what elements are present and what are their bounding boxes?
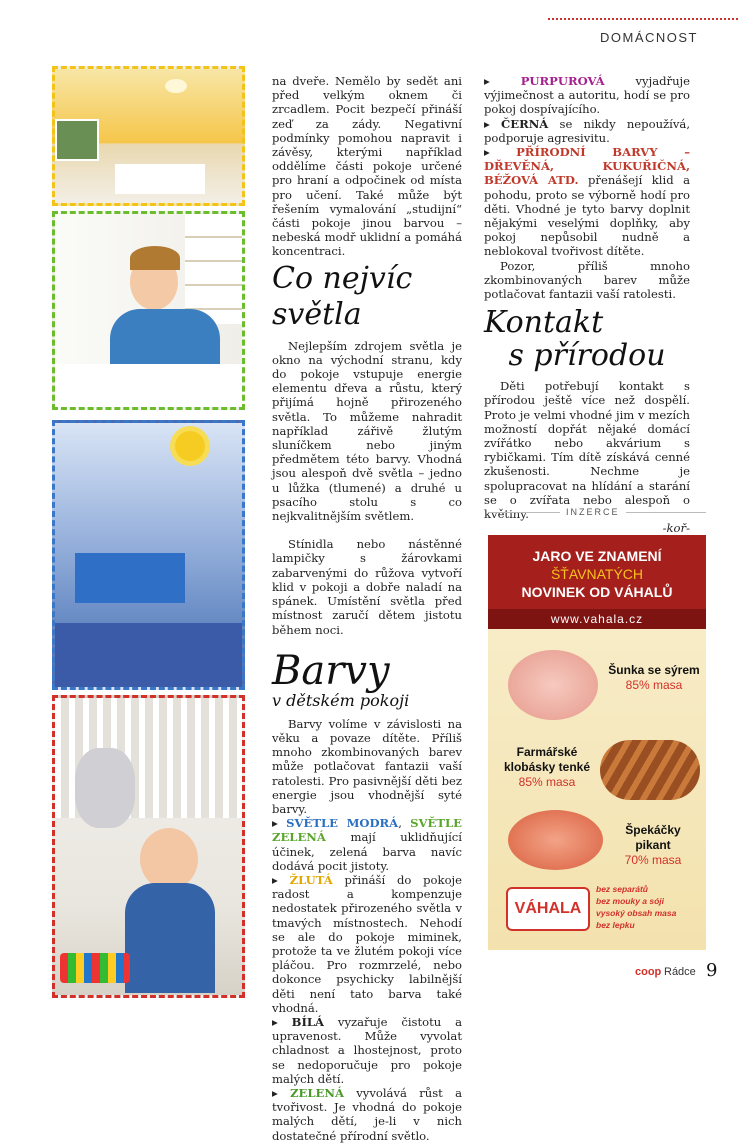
- toy-blocks-shape: [60, 953, 130, 983]
- heading-nature-2: s přírodou: [508, 338, 666, 374]
- product-frankfurters: Špekáčky pikant 70% masa: [624, 823, 682, 867]
- photo-boy-at-desk: [52, 211, 245, 410]
- bed-shape: [115, 164, 205, 194]
- header-rule: [548, 18, 738, 20]
- frankfurters-image: [508, 810, 603, 870]
- ad-url[interactable]: www.vahala.cz: [488, 609, 706, 629]
- hair-shape: [130, 246, 180, 270]
- photo-yellow-bedroom: [52, 66, 245, 206]
- lamp-shape: [165, 79, 187, 93]
- column-middle: [272, 74, 462, 1143]
- color-item-lightblue: ▸ SVĚTLE MODRÁ, SVĚTLE ZELENÁ mají uklidňující účinek, zelená barva navíc dodává pocit jistoty.: [272, 816, 462, 873]
- window-shape: [55, 119, 99, 161]
- column-right: [484, 74, 690, 535]
- sausages-image: [600, 740, 700, 800]
- heading-colors-sub: v dětském pokoji: [272, 690, 410, 710]
- heading-colors: Barvy: [272, 647, 390, 694]
- carpet-shape: [55, 623, 245, 690]
- ad-label: INZERCE: [560, 507, 626, 517]
- product-sausages: Farmářské klobásky tenké 85% masa: [503, 745, 591, 789]
- page-number: 9: [706, 960, 718, 981]
- ad-claims: bez separátů bez mouky a sóji vysoký obsah masa bez lepku: [596, 884, 677, 930]
- advertisement[interactable]: [488, 535, 706, 950]
- desk-shape: [75, 553, 185, 603]
- color-item-white: ▸ BÍLÁ vyzařuje čistotu a upravenost. Může vyvolat chladnost a lhostejnost, proto se nedoporučuje pro pokoje malých dětí.: [272, 1014, 462, 1086]
- photo-blue-room: [52, 420, 245, 690]
- heading-nature: Kontakt: [484, 305, 604, 341]
- overalls-shape: [125, 883, 215, 993]
- color-item-yellow: ▸ ŽLUTÁ přináší do pokoje radost a kompenzuje nedostatek přirozeného světla v tmavých místnostech. Nehodí se ale do pokoje miminek, protože ta ve žlutém pokoji více pláčou. Pro rozmrzelé, nebo dokonce psychicky labilnější děti není tato barva také vhodná.: [272, 872, 463, 1015]
- ad-headline: JARO VE ZNAMENÍ ŠŤAVNATÝCH NOVINEK OD VÁHALŮ: [488, 535, 706, 609]
- author-signature: -koř-: [662, 521, 690, 536]
- color-item-black: ▸ ČERNÁ se nikdy nepoužívá, podporuje agresivitu.: [484, 116, 690, 145]
- colors-paragraph: Barvy volíme v závislosti na věku a povaze dítěte. Příliš mnoho zkombinovaných barev může potlačovat fantazii vaší ratolesti. Pro pasivnější děti bez energie jsou vhodnější syté barvy.: [272, 716, 462, 816]
- product-ham: Šunka se sýrem 85% masa: [608, 663, 700, 692]
- intro-paragraph: na dveře. Nemělo by sedět ani před velkým oknem či zrcadlem. Pocit bezpečí přináší zeď za zády. Negativní podmínky pomohou napravit i závěsy, kterými například oddělíme části pokoje určené pro hraní a odpočinek od místa pro učení. Také může být řešením vymalování „studijní“ části pokoje jinou barvou – nebeská modř uklidní a pomáhá koncentraci.: [272, 74, 462, 259]
- warning-paragraph: Pozor, příliš mnoho zkombinovaných barev může potlačovat fantazii vaší ratolesti.: [484, 258, 690, 302]
- magazine-name: Rádce: [664, 966, 696, 978]
- teddy-shape: [75, 748, 135, 828]
- coop-logo: coop: [635, 966, 662, 978]
- heading-light: Co nejvíc světla: [272, 260, 413, 332]
- color-item-purple: ▸ PURPUROVÁ vyjadřuje výjimečnost a autoritu, hodí se pro pokoj dospívajícího.: [484, 74, 690, 117]
- sun-shape: [175, 431, 205, 461]
- light-paragraph-2: Stínidla nebo nástěnné lampičky s žárovkami zabarvenými do růžova vytvoří klid v pokoji a dobře naladí na spánek. Umístění světla před místnost zaručí dětem jistotu během noci.: [272, 537, 462, 637]
- face-shape: [140, 828, 198, 890]
- vahala-logo: VÁHALA: [506, 887, 590, 931]
- color-item-natural: ▸ PŘÍRODNÍ BARVY – DŘEVĚNÁ, KUKUŘIČNÁ, BÉŽOVÁ ATD. přenášejí klid a pohodu, proto se výborně hodí pro děti. Vhodné je tyto barvy doplnit nějakými veselými doplňky, aby pokoj nepůsobil nudně a neblokoval tvořivost dítěte.: [484, 145, 690, 259]
- color-item-green: ▸ ZELENÁ vyvolává růst a tvořivost. Je vhodná do pokoje malých dětí, je-li v nich dostatečné přírodní světlo.: [272, 1085, 462, 1143]
- light-paragraph-1: Nejlepším zdrojem světla je okno na východní stranu, kdy do pokoje vstupuje energie elementu dřeva a růstu, který přijímá hojně přirozeného světla. To můžeme nahradit například zářivě žlutým sluníčkem nebo jiným předmětem této barvy. Vhodná jsou alespoň dvě světla – jedno u lůžka (tlumené) a druhé u psacího stolu s co nejkvalitnějším světlem.: [272, 338, 462, 524]
- ham-image: [508, 650, 598, 720]
- photo-toddler: [52, 695, 245, 998]
- desk-shape: [55, 364, 245, 409]
- nature-paragraph: Děti potřebují kontakt s přírodou ještě více než dospělí. Proto je velmi vhodné jim v mezích možností dopřát nějaké domácí zvířátko nebo akvárium s rybičkami. Tím dítě získává cenné zkušenosti. Nechme je spolupracovat na hlídání a starání se o zvířata nebo alespoň o květiny.: [484, 379, 690, 522]
- shelf-shape: [185, 214, 245, 324]
- section-title: DOMÁCNOST: [600, 30, 698, 45]
